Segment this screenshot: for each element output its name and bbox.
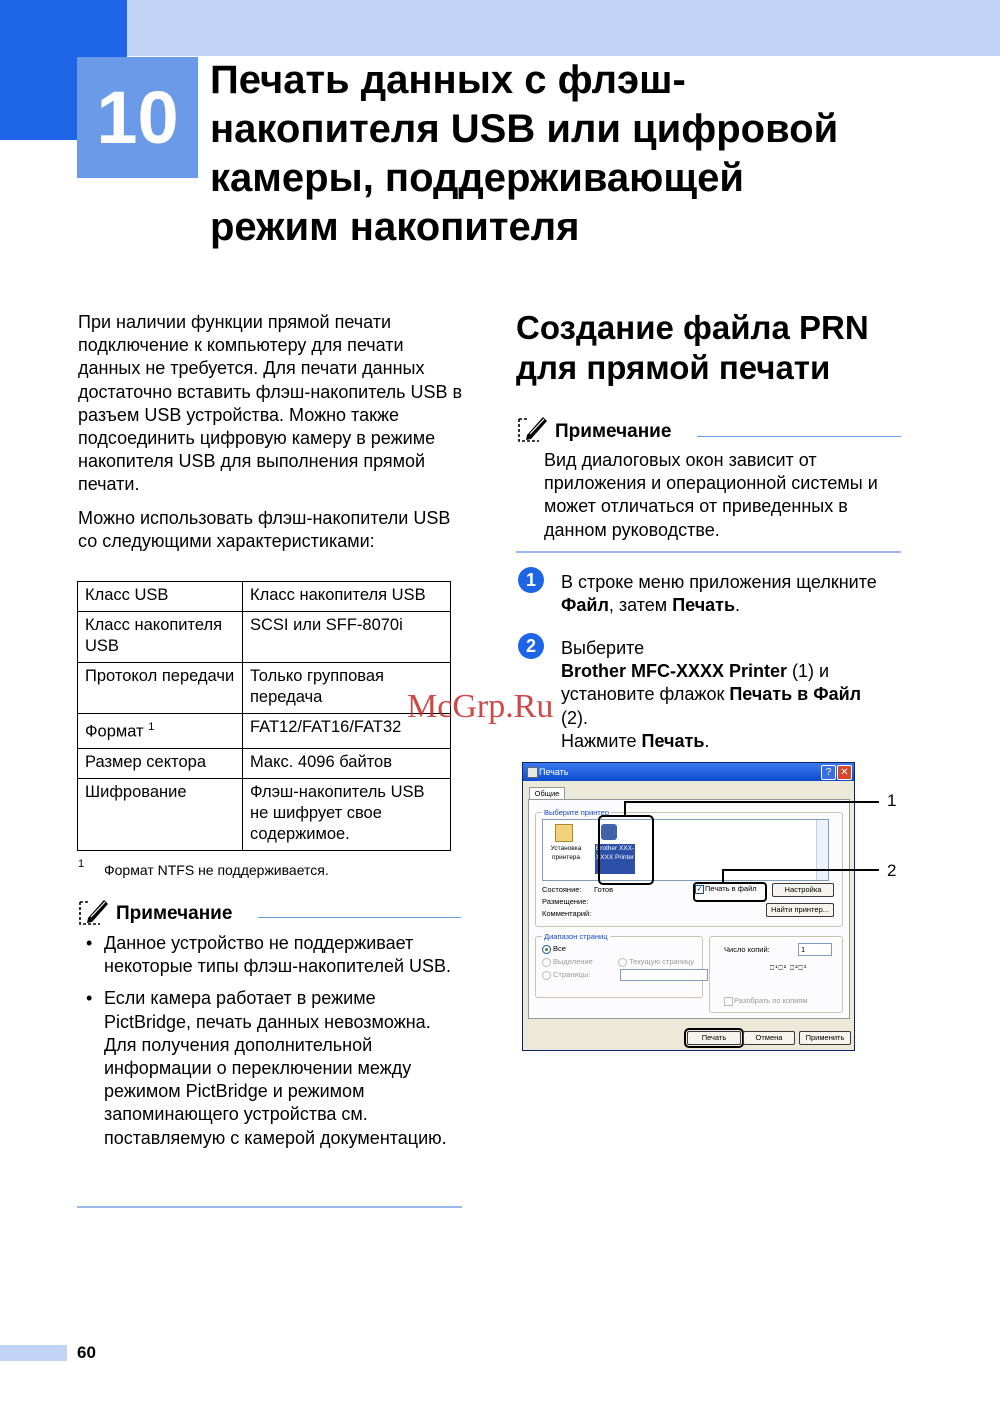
callout-box-2	[693, 882, 767, 902]
note-end-rule	[516, 551, 901, 553]
step-text-line	[561, 683, 906, 706]
step-text-part: Нажмите	[561, 730, 642, 751]
callout-label-2: 2	[887, 861, 897, 880]
table-row	[78, 778, 451, 850]
table-cell-key	[78, 714, 243, 749]
table-cell-key: Протокол передачи	[78, 663, 243, 714]
step-text-part: (1) и	[787, 661, 830, 682]
range-current-radio[interactable]	[618, 958, 627, 967]
tab-panel	[528, 799, 850, 1019]
intro-paragraph-2: Можно использовать флэш-накопители USB со следующими характеристиками:	[78, 508, 451, 552]
chapter-title	[210, 56, 990, 252]
range-all-radio[interactable]	[542, 945, 551, 954]
dialog-titlebar	[523, 763, 854, 781]
step-text-part: .	[735, 595, 741, 616]
table-cell-key: Шифрование	[78, 778, 243, 850]
list-item	[86, 987, 462, 1149]
step-text-part: В строке меню приложения щелкните	[561, 572, 877, 592]
add-printer-icon	[555, 824, 573, 842]
location-label: Размещение:	[542, 897, 589, 906]
note-heading-line	[258, 917, 461, 918]
collate-checkbox[interactable]	[724, 997, 733, 1006]
page-range-group	[535, 932, 703, 998]
table-cell-value: Макс. 4096 байтов	[243, 748, 451, 778]
note-heading: Примечание	[555, 421, 672, 442]
printer-item-brother[interactable]: Brother XXX-XXXX Printer	[595, 844, 635, 874]
printer-group-label: Выберите принтер	[544, 808, 609, 817]
table-cell-key-text: Формат	[85, 722, 144, 741]
copies-input[interactable]: 1	[798, 943, 832, 956]
range-selection-radio[interactable]	[542, 958, 551, 967]
callout-leader-2	[722, 869, 724, 883]
spec-table	[77, 581, 451, 851]
close-icon[interactable]: ✕	[837, 765, 852, 780]
step-text-line	[561, 730, 906, 753]
dialog-title: Печать	[539, 767, 569, 777]
note-bullet-list	[86, 932, 462, 1150]
step-text-line: Выберите	[561, 638, 645, 658]
chapter-title-line: Печать данных с флэш-	[210, 58, 686, 102]
table-cell-value: FAT12/FAT16/FAT32	[243, 714, 451, 749]
range-pages-radio[interactable]	[542, 971, 551, 980]
footnote-text: Формат NTFS не поддерживается.	[104, 862, 329, 878]
printer-list-scrollbar[interactable]	[816, 820, 828, 880]
copies-group	[709, 936, 843, 1013]
step-text-part: установите флажок	[561, 684, 730, 705]
note-heading-line	[697, 436, 901, 437]
table-cell-value: SCSI или SFF-8070i	[243, 612, 451, 663]
printer-item-add[interactable]: Установка принтера	[550, 845, 582, 861]
help-icon[interactable]: ?	[821, 765, 836, 780]
bullet-text: Данное устройство не поддерживает некоторые типы флэш-накопителей USB.	[104, 933, 452, 977]
status-label: Состояние:	[542, 885, 582, 894]
table-cell-value: Флэш-накопитель USB не шифрует свое содержимое.	[243, 778, 451, 850]
note-end-rule	[77, 1206, 462, 1208]
copies-label: Число копий:	[724, 945, 770, 954]
status-value: Готов	[594, 885, 614, 894]
step-text	[561, 637, 906, 753]
table-row	[78, 714, 451, 749]
print-dialog	[522, 762, 855, 1051]
step-text-line	[561, 660, 906, 683]
chapter-title-line: камеры, поддерживающей	[210, 156, 744, 200]
bullet-icon: •	[86, 988, 93, 1009]
printer-list[interactable]	[542, 819, 829, 881]
chapter-title-line: накопителя USB или цифровой	[210, 107, 839, 151]
table-cell-value: Класс накопителя USB	[243, 582, 451, 612]
collate-label: Разобрать по копиям	[734, 996, 808, 1005]
intro-paragraph: При наличии функции прямой печати подключение к компьютеру для печати данных не требуется. Для печати данных достаточно вставить флэш-накопитель USB в разъем USB устройства. Можно также подсоединить цифровую камеру в режиме накопителя USB для выполнения прямой печати.	[78, 312, 463, 495]
section-title-line: Создание файла PRN	[516, 309, 869, 346]
settings-button[interactable]: Настройка	[772, 883, 834, 897]
callout-leader-1	[624, 801, 626, 816]
table-cell-key: Класс USB	[78, 582, 243, 612]
chapter-title-line: режим накопителя	[210, 205, 580, 249]
page-number: 60	[77, 1343, 96, 1362]
watermark: McGrp.Ru	[407, 688, 554, 725]
pages-input[interactable]	[620, 969, 708, 981]
step-number: 1	[518, 567, 544, 593]
range-all-label: Все	[553, 944, 566, 953]
bullet-text: Если камера работает в режиме PictBridge, печать данных невозможна. Для получения дополнительной информации о переключении между режимом PictBridge и режимом запоминающего устройства см. поставляемую с камерой документацию.	[104, 988, 447, 1148]
page-range-label: Диапазон страниц	[544, 932, 608, 941]
step-text	[561, 571, 906, 617]
print-to-file-label: Печать в файл	[705, 884, 757, 893]
find-printer-button[interactable]: Найти принтер...	[766, 903, 834, 917]
tab-general[interactable]: Общие	[529, 787, 565, 800]
list-item	[86, 932, 462, 978]
table-row	[78, 748, 451, 778]
step-number: 2	[518, 633, 544, 659]
step-text-part: .	[704, 730, 710, 751]
callout-label-1: 1	[887, 791, 897, 810]
section-title-line: для прямой печати	[516, 349, 831, 386]
range-pages-label: Страницы:	[553, 970, 591, 979]
callout-box-1	[598, 815, 654, 885]
step-text-line: (2).	[561, 707, 588, 728]
callout-leader-2	[722, 869, 879, 871]
section-title	[516, 308, 869, 388]
cancel-button[interactable]: Отмена	[743, 1031, 795, 1045]
header-band-light	[127, 0, 1000, 56]
note-pencil-icon	[78, 896, 110, 926]
printer-icon	[527, 767, 538, 778]
bullet-icon: •	[86, 933, 93, 953]
printer-name-label: Brother MFC-XXXX Printer	[561, 661, 788, 682]
menu-print-label: Печать	[672, 595, 736, 616]
menu-file-label: Файл	[561, 595, 609, 616]
footnote-ref: 1	[148, 721, 155, 733]
note-heading: Примечание	[116, 903, 233, 924]
table-cell-key: Класс накопителя USB	[78, 612, 243, 663]
chapter-number: 10	[77, 57, 198, 178]
apply-button[interactable]: Применить	[799, 1031, 851, 1045]
table-cell-value: Только групповая передача	[243, 663, 451, 714]
print-to-file-checkbox[interactable]: ✓	[696, 886, 703, 893]
range-selection-label: Выделение	[553, 957, 593, 966]
range-current-label: Текущую страницу	[629, 957, 695, 966]
print-to-file-label: Печать в Файл	[729, 684, 862, 705]
comment-label: Комментарий:	[542, 909, 592, 918]
callout-leader-1	[624, 801, 879, 803]
print-button[interactable]: Печать	[687, 1031, 741, 1045]
table-row	[78, 612, 451, 663]
table-row	[78, 582, 451, 612]
step-text-part: , затем	[608, 595, 673, 616]
table-cell-key: Размер сектора	[78, 748, 243, 778]
footer-band	[0, 1345, 67, 1361]
table-row	[78, 663, 451, 714]
footnote-mark: 1	[78, 858, 85, 870]
note-text: Вид диалоговых окон зависит от приложения и операционной системы и может отличаться от приведенных в данном руководстве.	[544, 450, 878, 540]
print-button-label: Печать	[641, 730, 705, 751]
note-pencil-icon	[517, 413, 549, 443]
collate-icon: ⎕¹⎕² ⎕²⎕³	[770, 965, 808, 972]
